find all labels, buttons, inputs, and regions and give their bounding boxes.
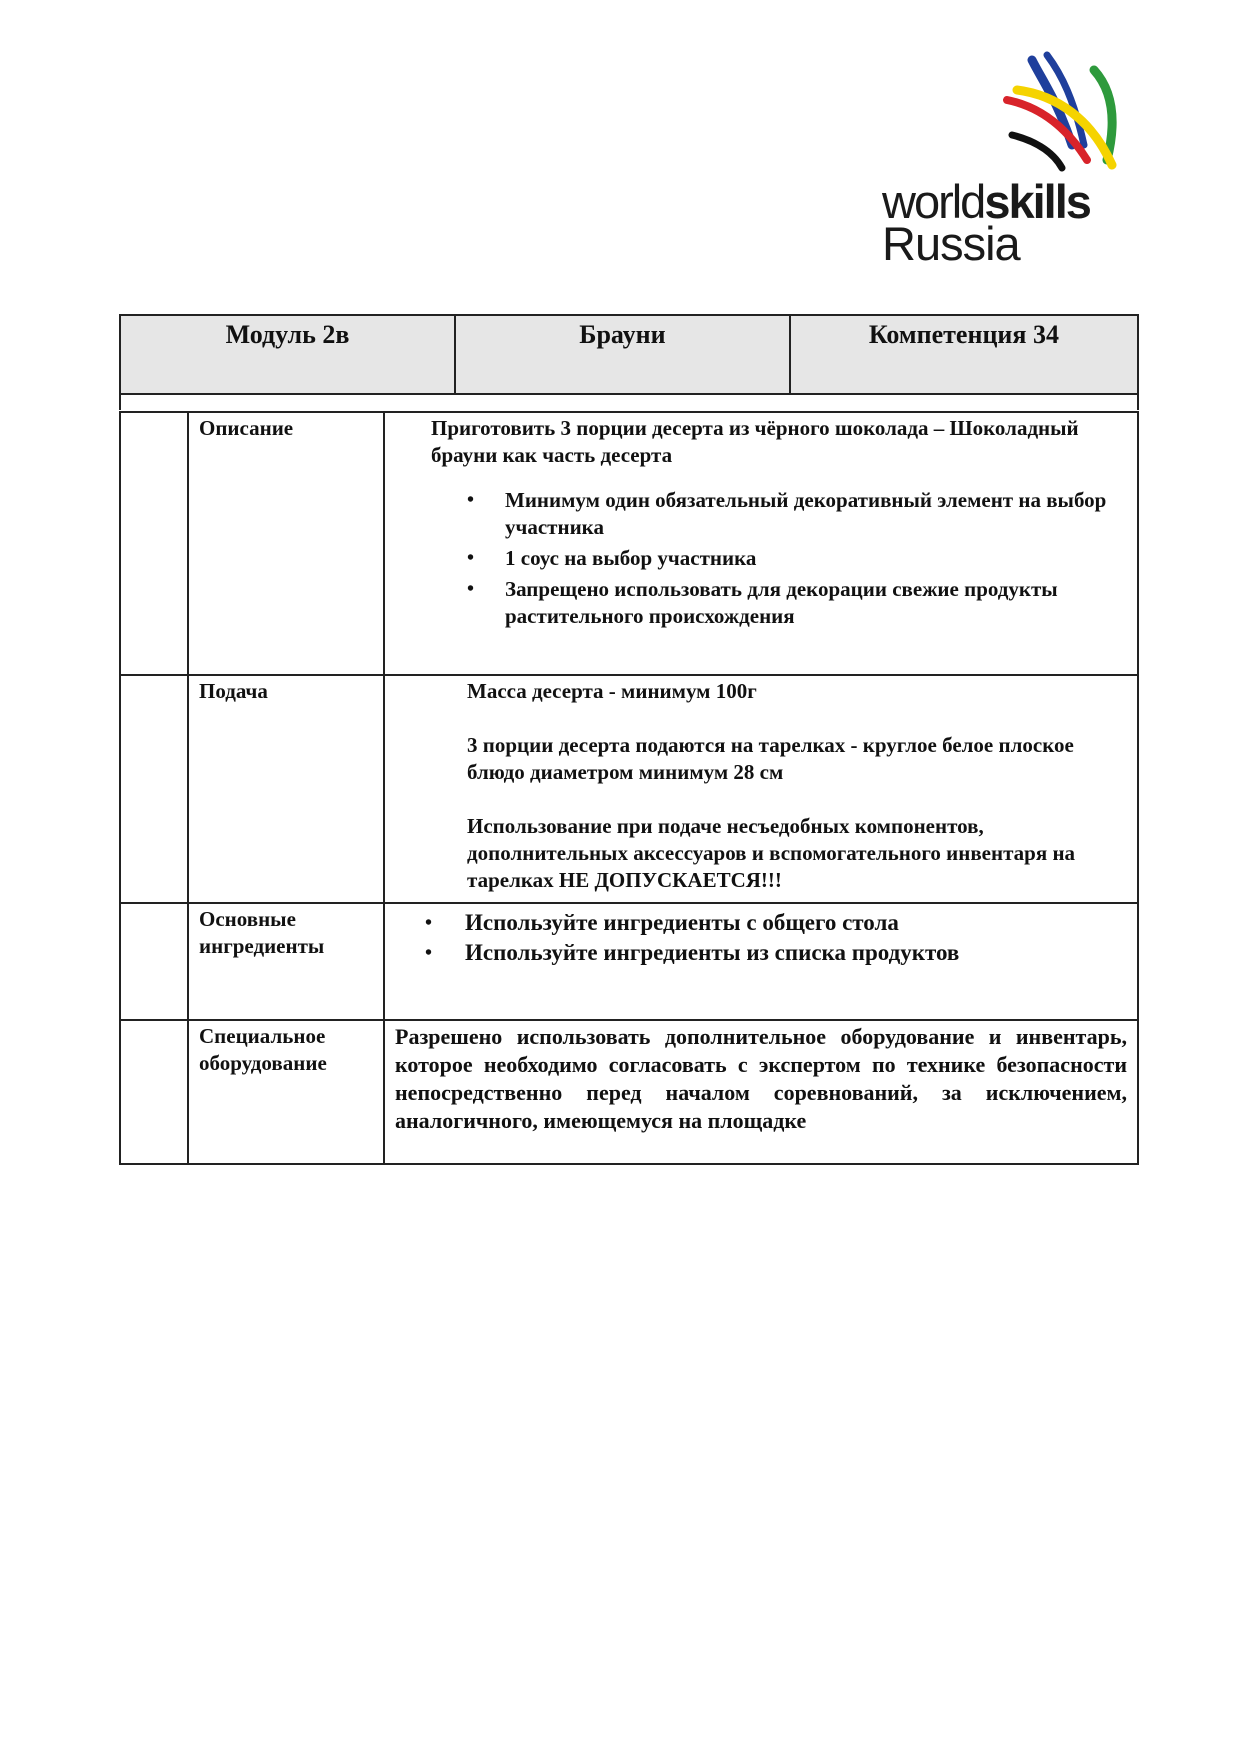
header-competence: Компетенция 34 bbox=[790, 315, 1138, 394]
header-table bbox=[119, 314, 1139, 395]
serving-plates: 3 порции десерта подаются на тарелках - круглое белое плоское блюдо диаметром минимум 28 см bbox=[467, 733, 1074, 784]
ingredients-row bbox=[120, 903, 1138, 1020]
header-module: Модуль 2в bbox=[120, 315, 455, 394]
ingredients-bullet-list bbox=[395, 908, 1127, 968]
bullet-icon: • bbox=[467, 489, 475, 511]
serving-row bbox=[120, 675, 1138, 903]
serving-restriction: Использование при подаче несъедобных компонентов, дополнительных аксессуаров и вспомогательного инвентаря на тарелках НЕ ДОПУСКАЕТСЯ!!! bbox=[467, 814, 1076, 892]
bullet-text: 1 соус на выбор участника bbox=[505, 546, 757, 570]
serving-label: Подача bbox=[188, 675, 384, 903]
description-intro: Приготовить 3 порции десерта из чёрного шоколада – Шоколадный брауни как часть десерта bbox=[431, 416, 1079, 467]
equipment-row bbox=[120, 1020, 1138, 1164]
list-item bbox=[467, 487, 1127, 541]
row-number-cell bbox=[120, 1020, 188, 1164]
equipment-label: Специальное оборудование bbox=[188, 1020, 384, 1164]
bullet-icon: • bbox=[425, 912, 433, 934]
header-dish: Брауни bbox=[455, 315, 790, 394]
bullet-icon: • bbox=[425, 942, 433, 964]
task-table bbox=[119, 411, 1139, 1165]
worldskills-russia-logo bbox=[882, 50, 1132, 270]
equipment-text: Разрешено использовать дополнительное оборудование и инвентарь, которое необходимо согласовать с экспертом по технике безопасности непосредственно перед началом соревнований, за исключением, аналогичного, имеющемуся на площадке bbox=[395, 1024, 1127, 1133]
bullet-text: Минимум один обязательный декоративный элемент на выбор участника bbox=[505, 488, 1107, 539]
logo-word-world: world bbox=[882, 175, 985, 228]
description-bullet-list bbox=[395, 487, 1127, 630]
row-number-cell bbox=[120, 903, 188, 1020]
serving-content bbox=[384, 675, 1138, 903]
logo-word-skills: skills bbox=[984, 175, 1090, 228]
logo-word-russia: Russia bbox=[882, 217, 1020, 270]
row-number-cell bbox=[120, 412, 188, 675]
ingredients-content bbox=[384, 903, 1138, 1020]
description-label: Описание bbox=[188, 412, 384, 675]
bullet-icon: • bbox=[467, 547, 475, 569]
equipment-content bbox=[384, 1020, 1138, 1164]
description-content bbox=[384, 412, 1138, 675]
worldskills-emblem-icon bbox=[1002, 50, 1132, 180]
description-row bbox=[120, 412, 1138, 675]
list-item bbox=[467, 545, 1127, 572]
list-item bbox=[467, 576, 1127, 630]
bullet-text: Запрещено использовать для декорации свежие продукты растительного происхождения bbox=[505, 577, 1058, 628]
row-number-cell bbox=[120, 675, 188, 903]
list-item bbox=[425, 908, 1127, 938]
bullet-icon: • bbox=[467, 578, 475, 600]
bullet-text: Используйте ингредиенты с общего стола bbox=[465, 910, 899, 935]
header-spacer-row bbox=[119, 390, 1139, 410]
emblem-black-stroke bbox=[1012, 135, 1062, 168]
list-item bbox=[425, 938, 1127, 968]
bullet-text: Используйте ингредиенты из списка продуктов bbox=[465, 940, 960, 965]
serving-weight: Масса десерта - минимум 100г bbox=[467, 679, 757, 703]
ingredients-label: Основные ингредиенты bbox=[188, 903, 384, 1020]
